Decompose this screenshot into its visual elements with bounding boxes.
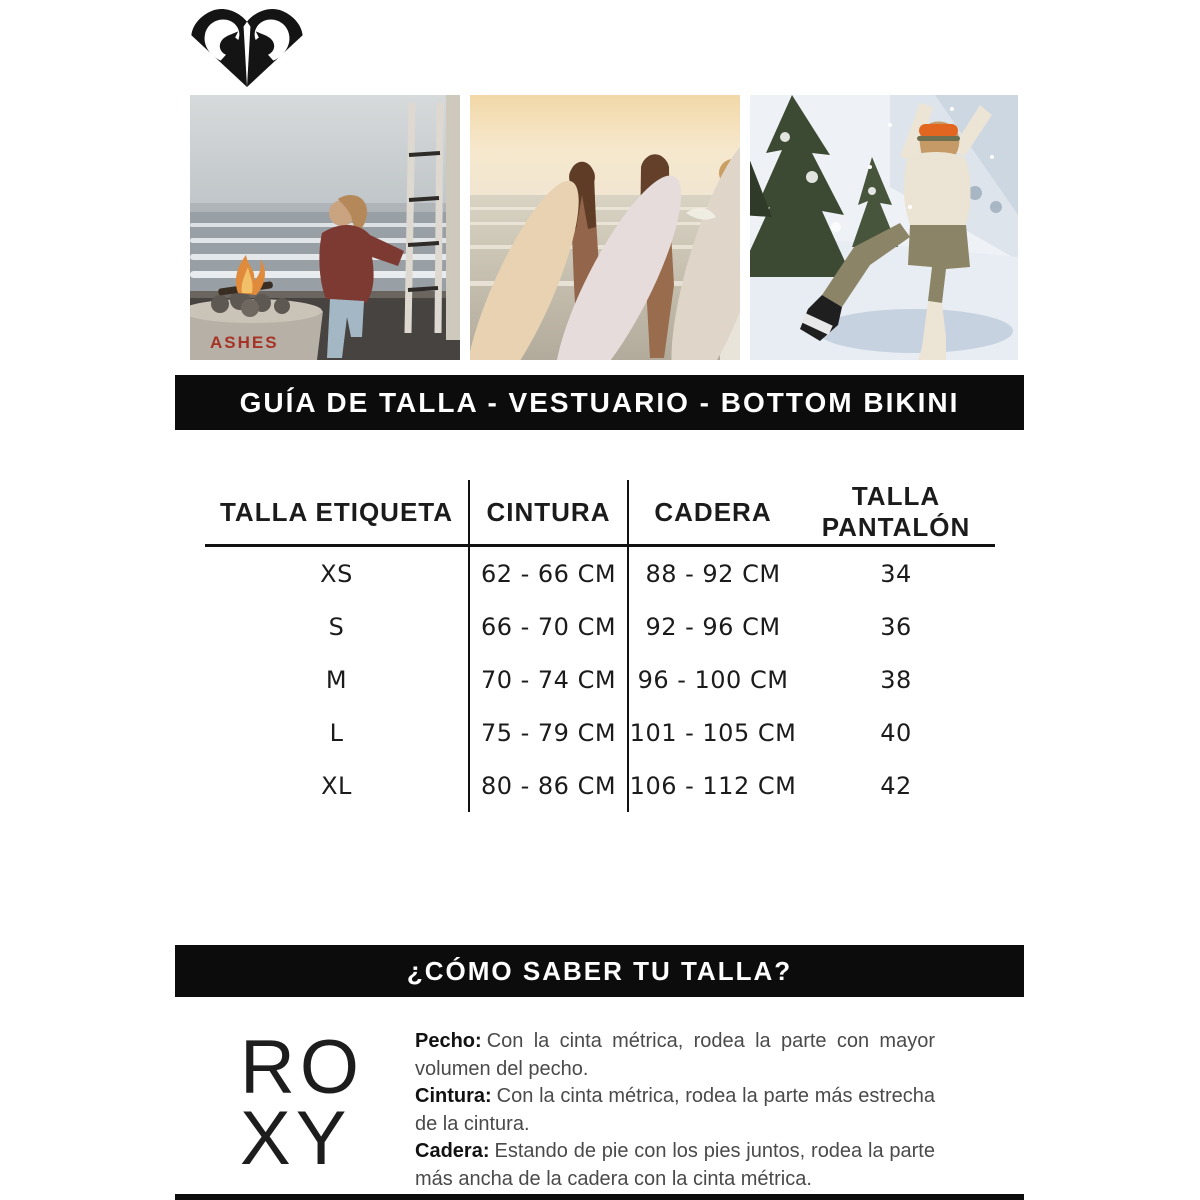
size-table <box>205 480 995 812</box>
how-to-title: ¿CÓMO SABER TU TALLA? <box>406 955 793 986</box>
size-guide-title-banner <box>175 375 1024 430</box>
instruction-text: Con la cinta métrica, rodea la parte más estrecha de la cintura. <box>415 1085 935 1135</box>
instruction-label: Pecho: <box>415 1030 482 1052</box>
cintura-value: 62 - 66 CM <box>468 547 627 600</box>
size-guide-title: GUÍA DE TALLA - VESTUARIO - BOTTOM BIKINI <box>239 386 960 418</box>
ashes-label: ASHES <box>210 333 279 352</box>
goggles-shape <box>919 124 958 137</box>
bottom-banner-edge <box>175 1194 1024 1200</box>
cintura-value: 80 - 86 CM <box>468 759 627 812</box>
pantalon-value: 34 <box>880 559 912 588</box>
size-label: XL <box>321 771 352 800</box>
col-header-cintura: CINTURA <box>468 480 627 547</box>
cintura-value: 75 - 79 CM <box>468 706 627 759</box>
pantalon-value: 38 <box>880 665 912 694</box>
size-label: L <box>329 718 344 747</box>
pantalon-value: 42 <box>880 771 912 800</box>
size-label: XS <box>320 559 353 588</box>
wordmark-line-2: XY <box>240 1096 352 1181</box>
instruction-text: Estando de pie con los pies juntos, rodea la parte más ancha de la cadera con la cinta métrica. <box>415 1140 935 1190</box>
cadera-value: 96 - 100 CM <box>627 653 797 706</box>
measuring-instructions <box>415 1028 935 1193</box>
cadera-value: 101 - 105 CM <box>627 706 797 759</box>
instruction-cadera <box>415 1138 935 1193</box>
instruction-label: Cadera: <box>415 1140 490 1162</box>
col-header-talla-pantalon: TALLA PANTALÓN <box>797 480 995 547</box>
snow-play-photo <box>750 95 1018 360</box>
surf-sunset-photo <box>470 95 740 360</box>
col-header-cadera: CADERA <box>627 480 797 547</box>
size-label: S <box>328 612 345 641</box>
photo-strip <box>190 95 1018 360</box>
beach-bonfire-photo <box>190 95 460 360</box>
cadera-value: 106 - 112 CM <box>627 759 797 812</box>
cadera-value: 92 - 96 CM <box>627 600 797 653</box>
instruction-cintura <box>415 1083 935 1138</box>
how-to-banner <box>175 945 1024 997</box>
roxy-heart-logo-icon <box>188 6 306 88</box>
cintura-value: 70 - 74 CM <box>468 653 627 706</box>
col-header-talla-etiqueta: TALLA ETIQUETA <box>205 480 468 547</box>
pantalon-value: 36 <box>880 612 912 641</box>
snow-shadow-shape <box>817 309 1013 353</box>
cintura-value: 66 - 70 CM <box>468 600 627 653</box>
roxy-wordmark <box>240 1025 364 1181</box>
wordmark-line-1: RO <box>240 1025 364 1110</box>
size-label: M <box>325 665 348 694</box>
instruction-label: Cintura: <box>415 1085 492 1107</box>
instruction-pecho <box>415 1028 935 1083</box>
cadera-value: 88 - 92 CM <box>627 547 797 600</box>
pantalon-value: 40 <box>880 718 912 747</box>
instruction-text: Con la cinta métrica, rodea la parte con mayor volumen del pecho. <box>415 1030 935 1080</box>
